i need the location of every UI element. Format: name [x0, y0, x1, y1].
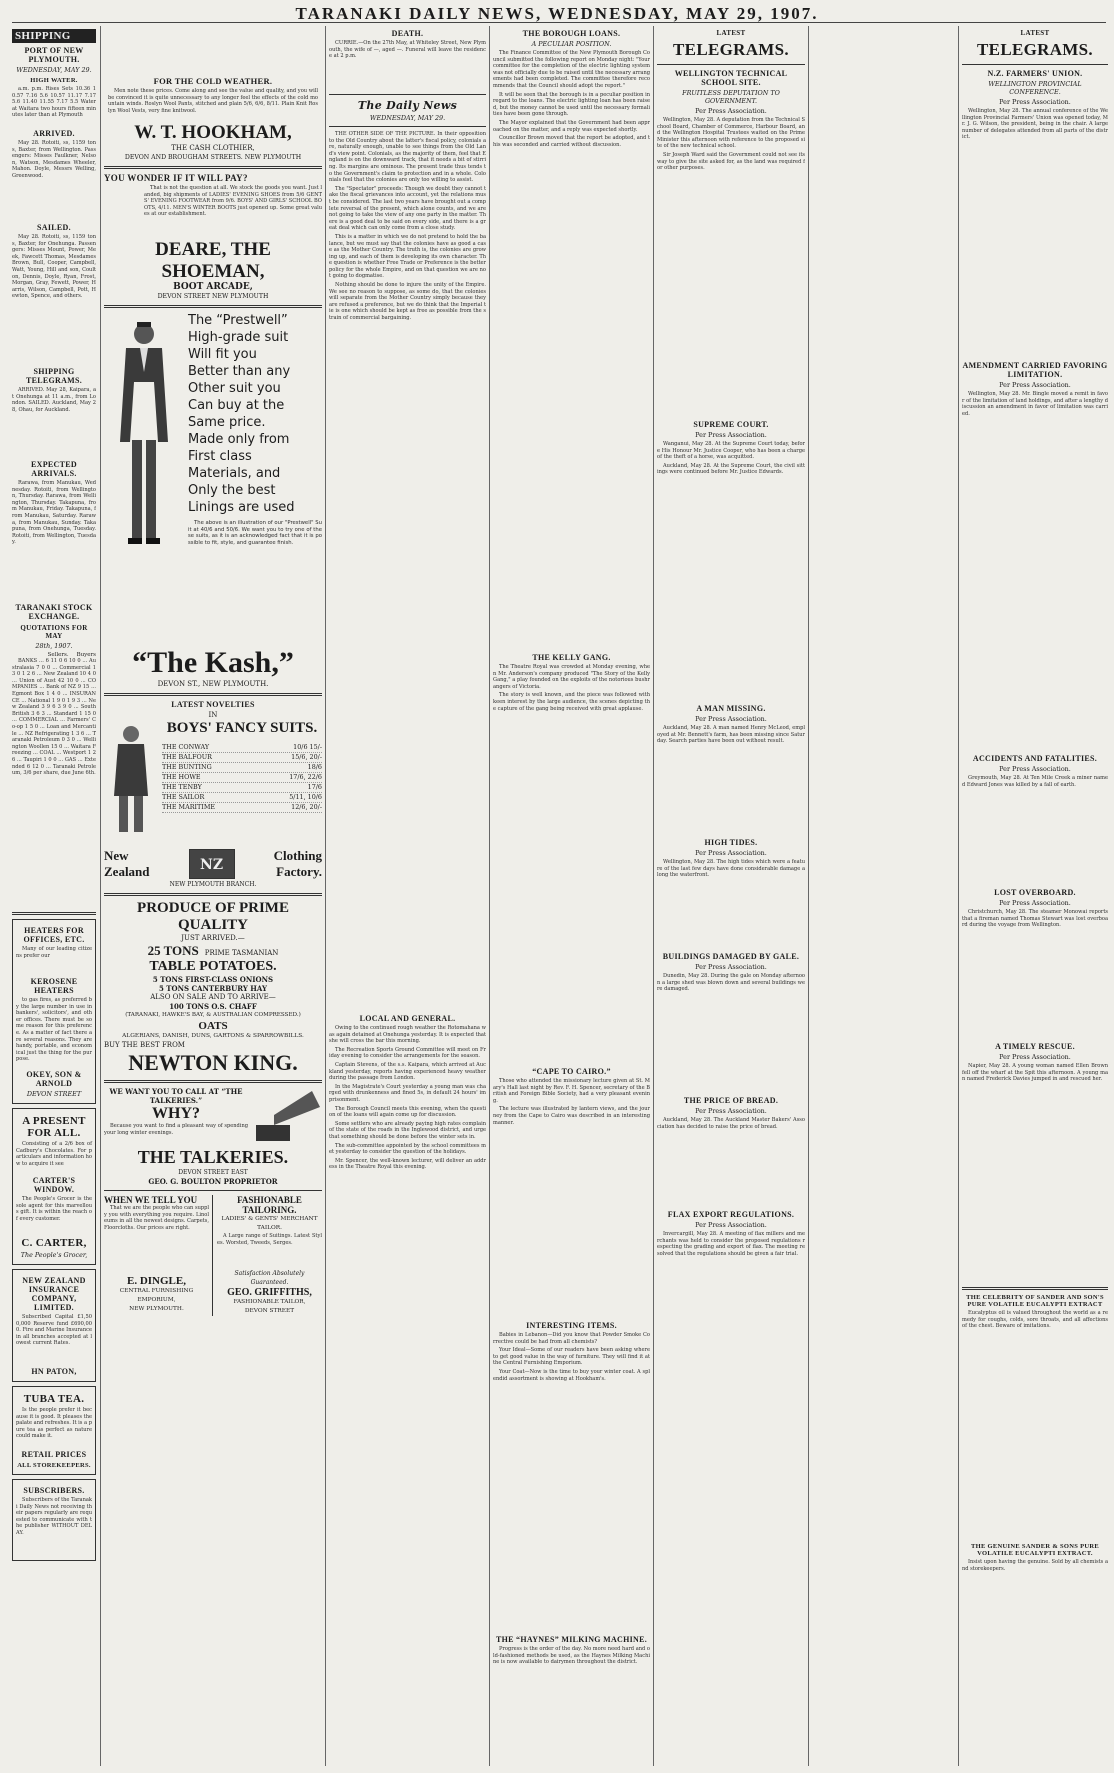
- hookham-address: DEVON AND BROUGHAM STREETS. NEW PLYMOUTH: [124, 154, 302, 161]
- griffiths-sub: FASHIONABLE TAILOR,: [233, 1299, 306, 1305]
- divider: [12, 912, 96, 915]
- talkeries-address: DEVON STREET EAST: [178, 1169, 248, 1176]
- griffiths-text: A Large range of Suitings. Latest Styles. Worsted, Tweeds, Serges.: [217, 1233, 322, 1246]
- fashionable: FASHIONABLE TAILORING.: [237, 1195, 302, 1215]
- cape-cairo-heading: “CAPE TO CAIRO.”: [532, 1067, 611, 1076]
- deare-name: DEARE, THE SHOEMAN,: [155, 239, 271, 282]
- buy-best: BUY THE BEST FROM: [104, 1041, 185, 1049]
- bread-text: Auckland, May 28. The Auckland Master Bakers' Association has decided to raise the price of bread.: [657, 1117, 805, 1130]
- potatoes-line: [104, 943, 322, 959]
- kash-name: “The Kash,”: [132, 646, 294, 679]
- telegrams-heading: TELEGRAMS.: [673, 40, 789, 59]
- death-heading: DEATH.: [391, 29, 424, 38]
- sailed-heading: SAILED.: [37, 223, 71, 232]
- suit-price-row: [162, 793, 322, 803]
- prestwell-line: Same price.: [188, 415, 266, 430]
- column-divider: [100, 26, 101, 1766]
- prestwell-line: Only the best: [188, 483, 276, 498]
- column-divider: [489, 26, 490, 1766]
- press-association: Per Press Association.: [999, 98, 1071, 106]
- kelly-gang-text: The Theatre Royal was crowded at Monday evening, when Mr. Anderson's company produced "The Story of the Kelly Gang," a play founded on the exploits of the notorious bushrangers of Victoria. The story is well known, and the piece was followed with keen interest by the large audience, the scenes depicting the capture of the gang being received with great applause.: [493, 664, 650, 712]
- high-water-heading: HIGH WATER.: [30, 77, 78, 84]
- satisfaction: Satisfaction Absolutely Guaranteed.: [234, 1270, 305, 1286]
- storekeepers: ALL STOREKEEPERS.: [17, 1462, 91, 1469]
- masthead: TARANAKI DAILY NEWS, WEDNESDAY, MAY 29, 1907.: [295, 4, 819, 23]
- divider: [104, 693, 322, 696]
- suit-illustration: [104, 312, 184, 642]
- wonder-text: That is not the question at all. We stock the goods you want. Just landed, big shipments of LADIES' EVENING SHOES from 5/6 GENTS' EVENING FOOTWEAR from 9/6. BOYS' AND GIRLS' SCHOOL BOOTS, 4/11. MEN'S WINTER BOOTS just opened up. Some great values at our establishment.: [144, 185, 322, 218]
- amendment-text: Wellington, May 28. Mr. Bingle moved a remit in favor of the limitation of land holdings, and after a lengthy discussion an amendment in favor of limitation was carried.: [962, 391, 1108, 417]
- lost-overboard-heading: LOST OVERBOARD.: [994, 888, 1076, 897]
- boy-illustration: [104, 720, 158, 844]
- flax-heading: FLAX EXPORT REGULATIONS.: [667, 1210, 795, 1219]
- zealand-word: Zealand: [104, 864, 150, 879]
- provincial-sub: WELLINGTON PROVINCIAL CONFERENCE.: [988, 80, 1082, 96]
- prestwell-line: First class: [188, 449, 252, 464]
- local-general-heading: LOCAL AND GENERAL.: [359, 1014, 456, 1023]
- celebrity-text: Eucalyptus oil is valued throughout the world as a remedy for coughs, colds, sore throats, and all affections of the chest. Beware of imitations.: [962, 1310, 1108, 1330]
- suit-price-row: [162, 803, 322, 813]
- latest-label: LATEST: [716, 29, 746, 37]
- quotations-table: BANKS ... 6 11 0 6 10 0 ... Australasia 7 0 0 ... Commercial 1 3 0 1 2 6 ... New Zealand 10 4 0 ... Union of Aust 42 10 0 ... COMPANIES ... Bank of NZ 9 15 ... Egmont Box 1 4 0 ... INSURANCE ... National 1 9 0 1 9 3 ... New Zealand 3 9 6 3 9 0 ... South British 3 6 3 ... Standard 1 15 0 ... COMMERCIAL ... Farmers' Co-op 1 5 0 ... Loan and Mercantile ... NZ Refrigerating 1 3 6 ... Taranaki Petroleum 0 3 0 ... Wellington Woollen 15 0 ... Waitara Freezing ... COAL ... Westport 1 2 6 ... Taupiri 1 0 0 ... GAS ... Extended 6 12 0 ... Taranaki Petroleum, 3/6 per share, due June 6th.: [12, 658, 96, 777]
- prestwell-line: Other suit you: [188, 381, 281, 396]
- suit-price-row: [162, 763, 322, 773]
- column-editorial: [329, 26, 486, 1766]
- prestwell-line: Can buy at the: [188, 398, 285, 413]
- suit-name: THE TENBY: [162, 783, 202, 791]
- prestwell-ad: [104, 312, 322, 642]
- press-association: Per Press Association.: [695, 107, 767, 115]
- amendment-heading: AMENDMENT CARRIED FAVORING LIMITATION.: [962, 361, 1108, 379]
- divider: [104, 893, 322, 896]
- celebrity-heading: THE CELEBRITY OF SANDER AND SON'S PURE VOLATILE EUCALYPTI EXTRACT: [966, 1294, 1104, 1308]
- shipping-heading: SHIPPING: [12, 29, 96, 43]
- sellers-label: Sellers.: [47, 652, 69, 658]
- school-text: Wellington, May 28. A deputation from the Technical School Board, Chamber of Commerce, Harbour Board, and the Wellington Hospital Trustees waited on the Prime Minister this afternoon with reference to the proposed site of the new technical school. Sir Joseph Ward said the Government could not see its way to give the site asked for, as the land was required for other purposes.: [657, 117, 805, 172]
- accidents-heading: ACCIDENTS AND FATALITIES.: [972, 754, 1098, 763]
- heaters-text: Many of our leading citizens prefer our: [16, 946, 92, 959]
- daily-news-title: The Daily News: [357, 99, 458, 112]
- shipping-telegrams-text: ARRIVED. May 28, Kaipara, at Onehunga at 11 a.m., from London. SAILED. Auckland, May 28, Ohau, for Auckland.: [12, 387, 96, 413]
- man-missing-heading: A MAN MISSING.: [696, 704, 766, 713]
- when-we-tell: WHEN WE TELL YOU: [104, 1195, 198, 1205]
- suit-price: 15/6, 20/-: [291, 753, 322, 761]
- subscribers-title: SUBSCRIBERS.: [23, 1486, 85, 1495]
- farmers-text: Wellington, May 28. The annual conference of the Wellington Provincial Farmers' Union was opened today, Mr. J. G. Wilson, the president, being in the chair. A large number of delegates attended from all parts of the district.: [962, 108, 1108, 141]
- kash-address: DEVON ST., NEW PLYMOUTH.: [157, 680, 269, 688]
- supreme-court-text: Wanganui, May 28. At the Supreme Court today, before His Honour Mr. Justice Cooper, who has been a charge of the theft of a horse, was acquitted. Auckland, May 28. At the Supreme Court, the civil sittings were continued before Mr. Justice Edwards.: [657, 441, 805, 476]
- quotations-heading: QUOTATIONS FOR MAY: [20, 624, 88, 640]
- griffiths-name: GEO. GRIFFITHS,: [227, 1287, 312, 1298]
- column-shipping: [12, 26, 96, 1766]
- boys-suits-list: [162, 720, 322, 844]
- tasmanian: PRIME TASMANIAN: [204, 949, 279, 957]
- farmers-heading: N.Z. FARMERS' UNION.: [987, 69, 1083, 78]
- school-heading: WELLINGTON TECHNICAL SCHOOL SITE.: [674, 69, 788, 87]
- borough-loans-sub: A PECULIAR POSITION.: [531, 40, 612, 48]
- press-association: Per Press Association.: [695, 1221, 767, 1229]
- death-notice: CURRIE.—On the 27th May, at Whiteley Street, New Plymouth, the wife of —, aged —. Funeral will leave the residence at 2 p.m.: [329, 40, 486, 60]
- column-divider: [958, 26, 959, 1766]
- canterbury-hay: 5 TONS CANTERBURY HAY: [158, 984, 268, 993]
- suit-name: THE BALFOUR: [162, 753, 212, 761]
- tea-text: Is the people prefer it because it is good. It pleases the palate and refreshes. It is a pure tea as perfect as nature could make it.: [16, 1407, 92, 1440]
- retail-prices: RETAIL PRICES: [21, 1450, 87, 1459]
- hookham-sub: THE CASH CLOTHIER,: [171, 144, 255, 152]
- tide-table: a.m. p.m. Rises Sets 10.36 10.57 7.16 5.6 10.57 11.17 7.17 5.6 11.40 11.55 7.17 5.5 Water at Waitara two hours fifteen minutes later than at Plymouth: [12, 86, 96, 119]
- rescue-heading: A TIMELY RESCUE.: [995, 1042, 1075, 1051]
- prestwell-line: The “Prestwell”: [188, 313, 288, 328]
- press-association: Per Press Association.: [695, 1107, 767, 1115]
- present-ad: [12, 1108, 96, 1265]
- prestwell-line: Made only from: [188, 432, 290, 447]
- table-potatoes: TABLE POTATOES.: [149, 959, 277, 974]
- oats: OATS: [198, 1020, 228, 1032]
- oats-sub: ALGERIANS, DANISH, DUNS, GARTONS & SPARROWBILLS.: [122, 1033, 304, 1039]
- nz-word: New: [104, 848, 129, 863]
- genuine-heading: THE GENUINE SANDER & SONS PURE VOLATILE EUCALYPTI EXTRACT.: [970, 1543, 1099, 1557]
- boys-suits-title: BOYS' FANCY SUITS.: [166, 720, 318, 736]
- suit-price-row: [162, 783, 322, 793]
- divider: [657, 64, 805, 65]
- insurance-title: NEW ZEALAND INSURANCE COMPANY, LIMITED.: [22, 1276, 86, 1312]
- talkeries-name: THE TALKERIES.: [137, 1147, 289, 1167]
- suit-name: THE SAILOR: [162, 793, 205, 801]
- local-general-text: Owing to the continued rough weather the Rotomahana was again detained at Onehunga yesterday. It is expected that she will cross the bar this morning. The Recreation Sports Ground Committee will meet on Friday evening to consider the arrangements for the season. Captain Stevens, of the s.s. Kaipara, which arrived at Auckland yesterday, reports having experienced heavy weather during the passage from London. In the Magistrate's Court yesterday a young man was charged with drunkenness and fined 5s, in default 24 hours' imprisonment. The Borough Council meets this evening, when the question of the loans will again come up for discussion. Some settlers who are already paying high rates complain of the state of the roads in the Inglewood district, and urge that something should be done before the winter sets in. The sub-committee appointed by the school committees met yesterday to consider the question of the holidays. Mr. Spencer, the well-known lecturer, will deliver an address in the Theatre Royal this evening.: [329, 1025, 486, 1171]
- editorial-text: THE OTHER SIDE OF THE PICTURE. In their opposition to the Old Country about the latter's fiscal policy, colonials are, naturally enough, unable to see things from the Old Land's view point. Colonials, as the majority of them, feel that England is on the downward track, that it needs a bit of stirring. Its margins are ominous. The present trade thus tends to the Government's claim to protection and in a whole. Colonials feel that the colonies are only too willing to assist. The "Spectator" proceeds: Though we doubt they cannot take the fiscal grievances into account, yet the relations must be considered. The last two years have brought out a complete reversal of the present, which alone counts, and we are not going to take the view of any one party in the matter. There is a good deal to be said on every side, and there is a great deal which can only come from a close study. This is a matter in which we do not pretend to hold the balance, but we must say that the colonies have as good a case as the Mother Country. The truth is, the colonies are growing up, and each of them is developing its own character. The question is whether Free Trade or Preference is the better policy for the whole Empire, and on that question we are not going to dogmatise. Nothing should be done to injure the unity of the Empire. We see no reason to suppose, as some do, that the colonies will separate from the Mother Country simply because they are refused a preference, but we do think that the Imperial tie is one which should be kept as free as possible from the strain of commercial bargaining.: [329, 131, 486, 322]
- press-association: Per Press Association.: [999, 899, 1071, 907]
- tea-title: TUBA TEA.: [23, 1393, 85, 1405]
- press-association: Per Press Association.: [999, 765, 1071, 773]
- nz-right: [274, 848, 322, 880]
- prestwell-line: Linings are used: [188, 500, 295, 515]
- bread-heading: THE PRICE OF BREAD.: [683, 1096, 779, 1105]
- suit-price: 18/6: [307, 763, 322, 771]
- dingle-text: That we are the people who can supply you with everything you require. Linoleums in all the newest designs. Carpets, Floorcloths. Our prices are right.: [104, 1205, 209, 1231]
- griffiths-address: DEVON STREET: [244, 1308, 295, 1314]
- buildings-heading: BUILDINGS DAMAGED BY GALE.: [662, 952, 800, 961]
- tea-ad: [12, 1386, 96, 1475]
- milking-heading: THE “HAYNES” MILKING MACHINE.: [495, 1635, 648, 1644]
- heaters-title: HEATERS FOR OFFICES, ETC.: [23, 926, 85, 944]
- bottom-ads: [104, 1195, 322, 1316]
- suit-price: 12/6, 20/-: [291, 803, 322, 811]
- dingle-name: E. DINGLE,: [127, 1275, 186, 1287]
- chaff-sub: (TARANAKI, HAWKE'S BAY, & AUSTRALIAN COMPRESSED.): [125, 1012, 301, 1018]
- insurance-agent: HN PATON,: [31, 1367, 77, 1376]
- gramophone-icon: [252, 1087, 322, 1147]
- griffiths-ad: [217, 1195, 322, 1316]
- chaff: 100 TONS O.S. CHAFF: [169, 1002, 257, 1011]
- suit-price: 17/6, 22/6: [289, 773, 322, 781]
- deare-address: DEVON STREET NEW PLYMOUTH: [157, 293, 269, 300]
- subscribers-notice: [12, 1479, 96, 1561]
- quotations-date: 28th, 1907.: [35, 642, 73, 650]
- press-association: Per Press Association.: [999, 1053, 1071, 1061]
- port-heading: PORT OF NEW PLYMOUTH.: [24, 46, 84, 64]
- factory-word: Factory.: [276, 864, 322, 879]
- suit-price-row: [162, 753, 322, 763]
- cold-weather-text: Men note these prices. Come along and see the value and quality, and you will be convinced it is quite unnecessary to any longer feel the effects of the cold mountain winds. Roslyn Wool Pants, stitched and plain 5/6, 6/6, 8/11. Plain Knit Roslyn Wool Vests, very fine knitwool.: [108, 88, 318, 114]
- nz-left: [104, 848, 150, 880]
- present-title: A PRESENT FOR ALL.: [22, 1115, 86, 1139]
- shipping-telegrams-heading: SHIPPING TELEGRAMS.: [25, 367, 83, 385]
- buildings-text: Dunedin, May 28. During the gale on Monday afternoon a large shed was blown down and several buildings were damaged.: [657, 973, 805, 993]
- carter-name: C. CARTER,: [21, 1237, 87, 1249]
- lost-overboard-text: Christchurch, May 28. The steamer Monowai reports that a fireman named Thomas Stewart was lost overboard during the voyage from Wellington.: [962, 909, 1108, 929]
- column-telegrams: [657, 26, 805, 1766]
- man-in-suit-icon: [104, 312, 184, 562]
- boy-in-suit-icon: [104, 720, 158, 840]
- divider: [329, 94, 486, 95]
- insurance-ad: [12, 1269, 96, 1382]
- divider: [104, 166, 322, 169]
- why: WHY?: [152, 1105, 200, 1122]
- interesting-items-heading: INTERESTING ITEMS.: [526, 1321, 617, 1330]
- suit-name: THE MARITIME: [162, 803, 216, 811]
- hookham-name: W. T. HOOKHAM,: [134, 122, 292, 143]
- expected-arrivals-text: Rarawa, from Manukau, Wednesday. Rotoiti, from Wellington, Thursday. Rarawa, from Wellington, Thursday. Takapuna, from Manukau, Friday. Takapuna, from Manukau, Saturday. Rarawa, from Manukau, Sunday. Takapuna, from Onehunga, Tuesday. Rotoiti, from Wellington, Tuesday.: [12, 480, 96, 546]
- buyers-label: Buyers: [76, 652, 96, 658]
- prestwell-line: Better than any: [188, 364, 291, 379]
- high-tides-text: Wellington, May 28. The high tides which were a feature of the last few days have done considerable damage along the waterfront.: [657, 859, 805, 879]
- school-sub: FRUITLESS DEPUTATION TO GOVERNMENT.: [682, 89, 780, 105]
- expected-arrivals-heading: EXPECTED ARRIVALS.: [31, 460, 77, 478]
- dingle-address: NEW PLYMOUTH.: [129, 1306, 184, 1312]
- divider: [962, 1287, 1108, 1290]
- man-missing-text: Auckland, May 28. A man named Henry McLeod, employed at Mr. Bennett's farm, has been missing since Saturday. Search parties have been out without result.: [657, 725, 805, 745]
- prestwell-copy: [188, 312, 322, 642]
- suit-price: 10/6 15/-: [293, 743, 322, 751]
- okey-address: DEVON STREET: [26, 1090, 82, 1098]
- present-text: Consisting of a 2/6 box of Cadbury's Chocolates. For particulars and information how to acquire it see: [16, 1141, 92, 1167]
- novelties-in: IN: [208, 711, 218, 719]
- tailors-line: LADIES' & GENTS' MERCHANT TAILOR.: [221, 1216, 318, 1231]
- prestwell-line: Materials, and: [188, 466, 281, 481]
- divider: [962, 64, 1108, 65]
- talkeries-ad: [104, 1087, 322, 1147]
- suit-price: 5/11, 10/6: [289, 793, 322, 801]
- genuine-text: Insist upon having the genuine. Sold by all chemists and storekeepers.: [962, 1559, 1108, 1572]
- tons-25: 25 TONS: [147, 943, 199, 958]
- divider: [104, 305, 322, 308]
- arrived-text: May 28. Rotoiti, ss, 1159 tons, Baxter, from Wellington. Passengers: Misses Faulkner, Nelson, Watson, Mesdames Wheeler, Mahon. Doyle, Messrs Welling, Greenwood.: [12, 140, 96, 179]
- boulton: GEO. G. BOULTON PROPRIETOR: [148, 1177, 278, 1186]
- cape-cairo-text: Those who attended the missionary lecture given at St. Mary's Hall last night by Rev. F. H. Spencer, secretary of the British and Foreign Bible Society, had a very pleasant evening. The lecture was illustrated by lantern views, and the journey from the Cape to Cairo was described in an interesting manner.: [493, 1078, 650, 1126]
- port-date: WEDNESDAY, MAY 29.: [16, 66, 92, 74]
- nz-clothing-factory: [104, 848, 322, 880]
- prestwell-note: The above is an illustration of our "Prestwell" Suit at 40/6 and 50/6. We want you to try one of these suits, as it is an acknowledged fact that it is possible to fit, style, and guarantee finish.: [188, 520, 322, 546]
- prestwell-line: High-grade suit: [188, 330, 289, 345]
- accidents-text: Greymouth, May 28. At Ten Mile Creek a miner named Edward Jones was killed by a fall of earth.: [962, 775, 1108, 788]
- clothing-word: Clothing: [273, 848, 322, 863]
- onions: 5 TONS FIRST-CLASS ONIONS: [152, 975, 274, 984]
- press-association: Per Press Association.: [695, 715, 767, 723]
- nz-branch: NEW PLYMOUTH BRANCH.: [169, 881, 257, 888]
- want-you: WE WANT YOU TO CALL AT “THE TALKERIES.”: [109, 1087, 243, 1105]
- nz-logo-icon: NZ: [189, 849, 235, 879]
- press-association: Per Press Association.: [695, 849, 767, 857]
- kerosene-title: KEROSENE HEATERS: [30, 977, 78, 995]
- suit-name: THE HOWE: [162, 773, 201, 781]
- insurance-text: Subscribed Capital £1,500,000 Reserve fund £690,000. Fire and Marine Insurance in all branches accepted at lowest current Rates.: [16, 1314, 92, 1347]
- column-divider: [653, 26, 654, 1766]
- borough-loans-text: The Finance Committee of the New Plymouth Borough Council submitted the following report on Monday night: "Your committee for the completion of the electric lighting system was not officially due to be raised until the necessary arrangements had been completed. The committee therefore recommends that the Council should adopt the report." It will be seen that the borough is in a peculiar position in regard to the loans. The electric lighting loan has been raised, but the money cannot be used until the necessary formalities have been gone through. The Mayor explained that the Government had been approached on the matter, and a reply was expected shortly. Councillor Brown moved that the report be adopted, and this was seconded and carried without discussion.: [493, 50, 650, 148]
- suit-name: THE CONWAY: [162, 743, 210, 751]
- stock-exchange-heading: TARANAKI STOCK EXCHANGE.: [15, 603, 93, 621]
- wonder-heading: YOU WONDER IF IT WILL PAY?: [104, 173, 248, 183]
- interesting-items-text: Babies in Lebanon—Did you know that Powder Smoke Corrective could be had from all chemists? Your Ideal—Some of our readers have been asking where to get good value in the way of furniture. They will find it at the Central Furnishing Emporium. Your Coat—Now is the time to buy your winter coat. A splendid assortment is showing at Hookham's.: [493, 1332, 650, 1382]
- newton-king: NEWTON KING.: [128, 1050, 298, 1075]
- also-on-sale: ALSO ON SALE AND TO ARRIVE—: [150, 993, 276, 1001]
- column-divider: [808, 26, 809, 1766]
- column-telegrams-2: [962, 26, 1108, 1766]
- divider: [104, 1190, 322, 1191]
- why-text: Because you want to find a pleasant way of spending your long winter evenings.: [104, 1123, 248, 1136]
- suit-name: THE BUNTING: [162, 763, 212, 771]
- sailed-text: May 28. Rotoiti, ss, 1159 tons, Baxter, for Onehunga. Passengers: Misses Mount, Power, Meek, Fawcett Thomas, Mesdames Brown, Bull, Cooper, Campbell, Watt, Young, Hill and son, Coulton, Dennis, Doyle, Ryan, Frost, Morgan, Gray, Fewett, Power, Harris, Wilson, Campbell, Pott, Hewton, Spence, and others.: [12, 234, 96, 300]
- milking-text: Progress is the order of the day. No more need hard and old-fashioned methods be used, as the Haynes Milking Machine is now available to dairymen throughout the district.: [493, 1646, 650, 1666]
- suit-price: 17/6: [307, 783, 322, 791]
- suit-price-row: [162, 773, 322, 783]
- borough-loans-heading: THE BOROUGH LOANS.: [522, 29, 621, 38]
- prestwell-line: Will fit you: [188, 347, 257, 362]
- latest-label-2: LATEST: [1020, 29, 1050, 37]
- divider: [329, 126, 486, 127]
- suit-price-row: [162, 743, 322, 753]
- column-news: [493, 26, 650, 1766]
- supreme-court-heading: SUPREME COURT.: [693, 420, 769, 429]
- divider: [104, 1080, 322, 1083]
- high-tides-heading: HIGH TIDES.: [704, 838, 758, 847]
- novelties-heading: LATEST NOVELTIES: [171, 700, 255, 709]
- subscribers-text: Subscribers of the Taranaki Daily News not receiving their papers regularly are requested to communicate with the publisher WITHOUT DELAY.: [16, 1497, 92, 1536]
- press-association: Per Press Association.: [695, 963, 767, 971]
- flax-text: Invercargill, May 28. A meeting of flax millers and merchants was held to consider the proposed regulations respecting the grading and export of flax. The meeting resolved that the regulations should be given a fair trial.: [657, 1231, 805, 1257]
- kelly-gang-heading: THE KELLY GANG.: [532, 653, 611, 662]
- carter-sub: The People's Grocer,: [20, 1251, 88, 1259]
- boys-suits-ad: [104, 720, 322, 844]
- heaters-ad: [12, 919, 96, 1104]
- carter-window: CARTER'S WINDOW.: [32, 1176, 76, 1194]
- kerosene-text: to gas fires, as preferred by the large number in use in bankers', solicitors', and other offices. There must be some reason for this preference. As a matter of fact there are several reasons. They are handy, portable, and economical just the thing for the purpose.: [16, 997, 92, 1063]
- column-divider: [325, 26, 326, 1766]
- daily-news-date: WEDNESDAY, MAY 29.: [369, 114, 446, 122]
- just-arrived: JUST ARRIVED.—: [181, 934, 245, 942]
- column-advertisements: [104, 26, 322, 1766]
- rescue-text: Napier, May 28. A young woman named Ellen Brown fell off the wharf at the Spit this afternoon. A young man named Frederick Davies jumped in and rescued her.: [962, 1063, 1108, 1083]
- dingle-ad: [104, 1195, 213, 1316]
- okey-name: OKEY, SON & ARNOLD: [26, 1070, 82, 1088]
- arrived-heading: ARRIVED.: [33, 129, 75, 138]
- press-association: Per Press Association.: [999, 381, 1071, 389]
- deare-sub: BOOT ARCADE,: [173, 282, 253, 292]
- dingle-sub: CENTRAL FURNISHING EMPORIUM,: [119, 1288, 194, 1303]
- carter-text: The People's Grocer is the sole agent for this marvellous gift. It is within the reach of every customer.: [16, 1196, 92, 1222]
- produce-title: PRODUCE OF PRIME QUALITY: [137, 900, 289, 933]
- cold-weather-heading: FOR THE COLD WEATHER.: [153, 76, 273, 86]
- masthead-rule: [12, 22, 1106, 23]
- press-association: Per Press Association.: [695, 431, 767, 439]
- telegrams-heading-2: TELEGRAMS.: [977, 40, 1093, 59]
